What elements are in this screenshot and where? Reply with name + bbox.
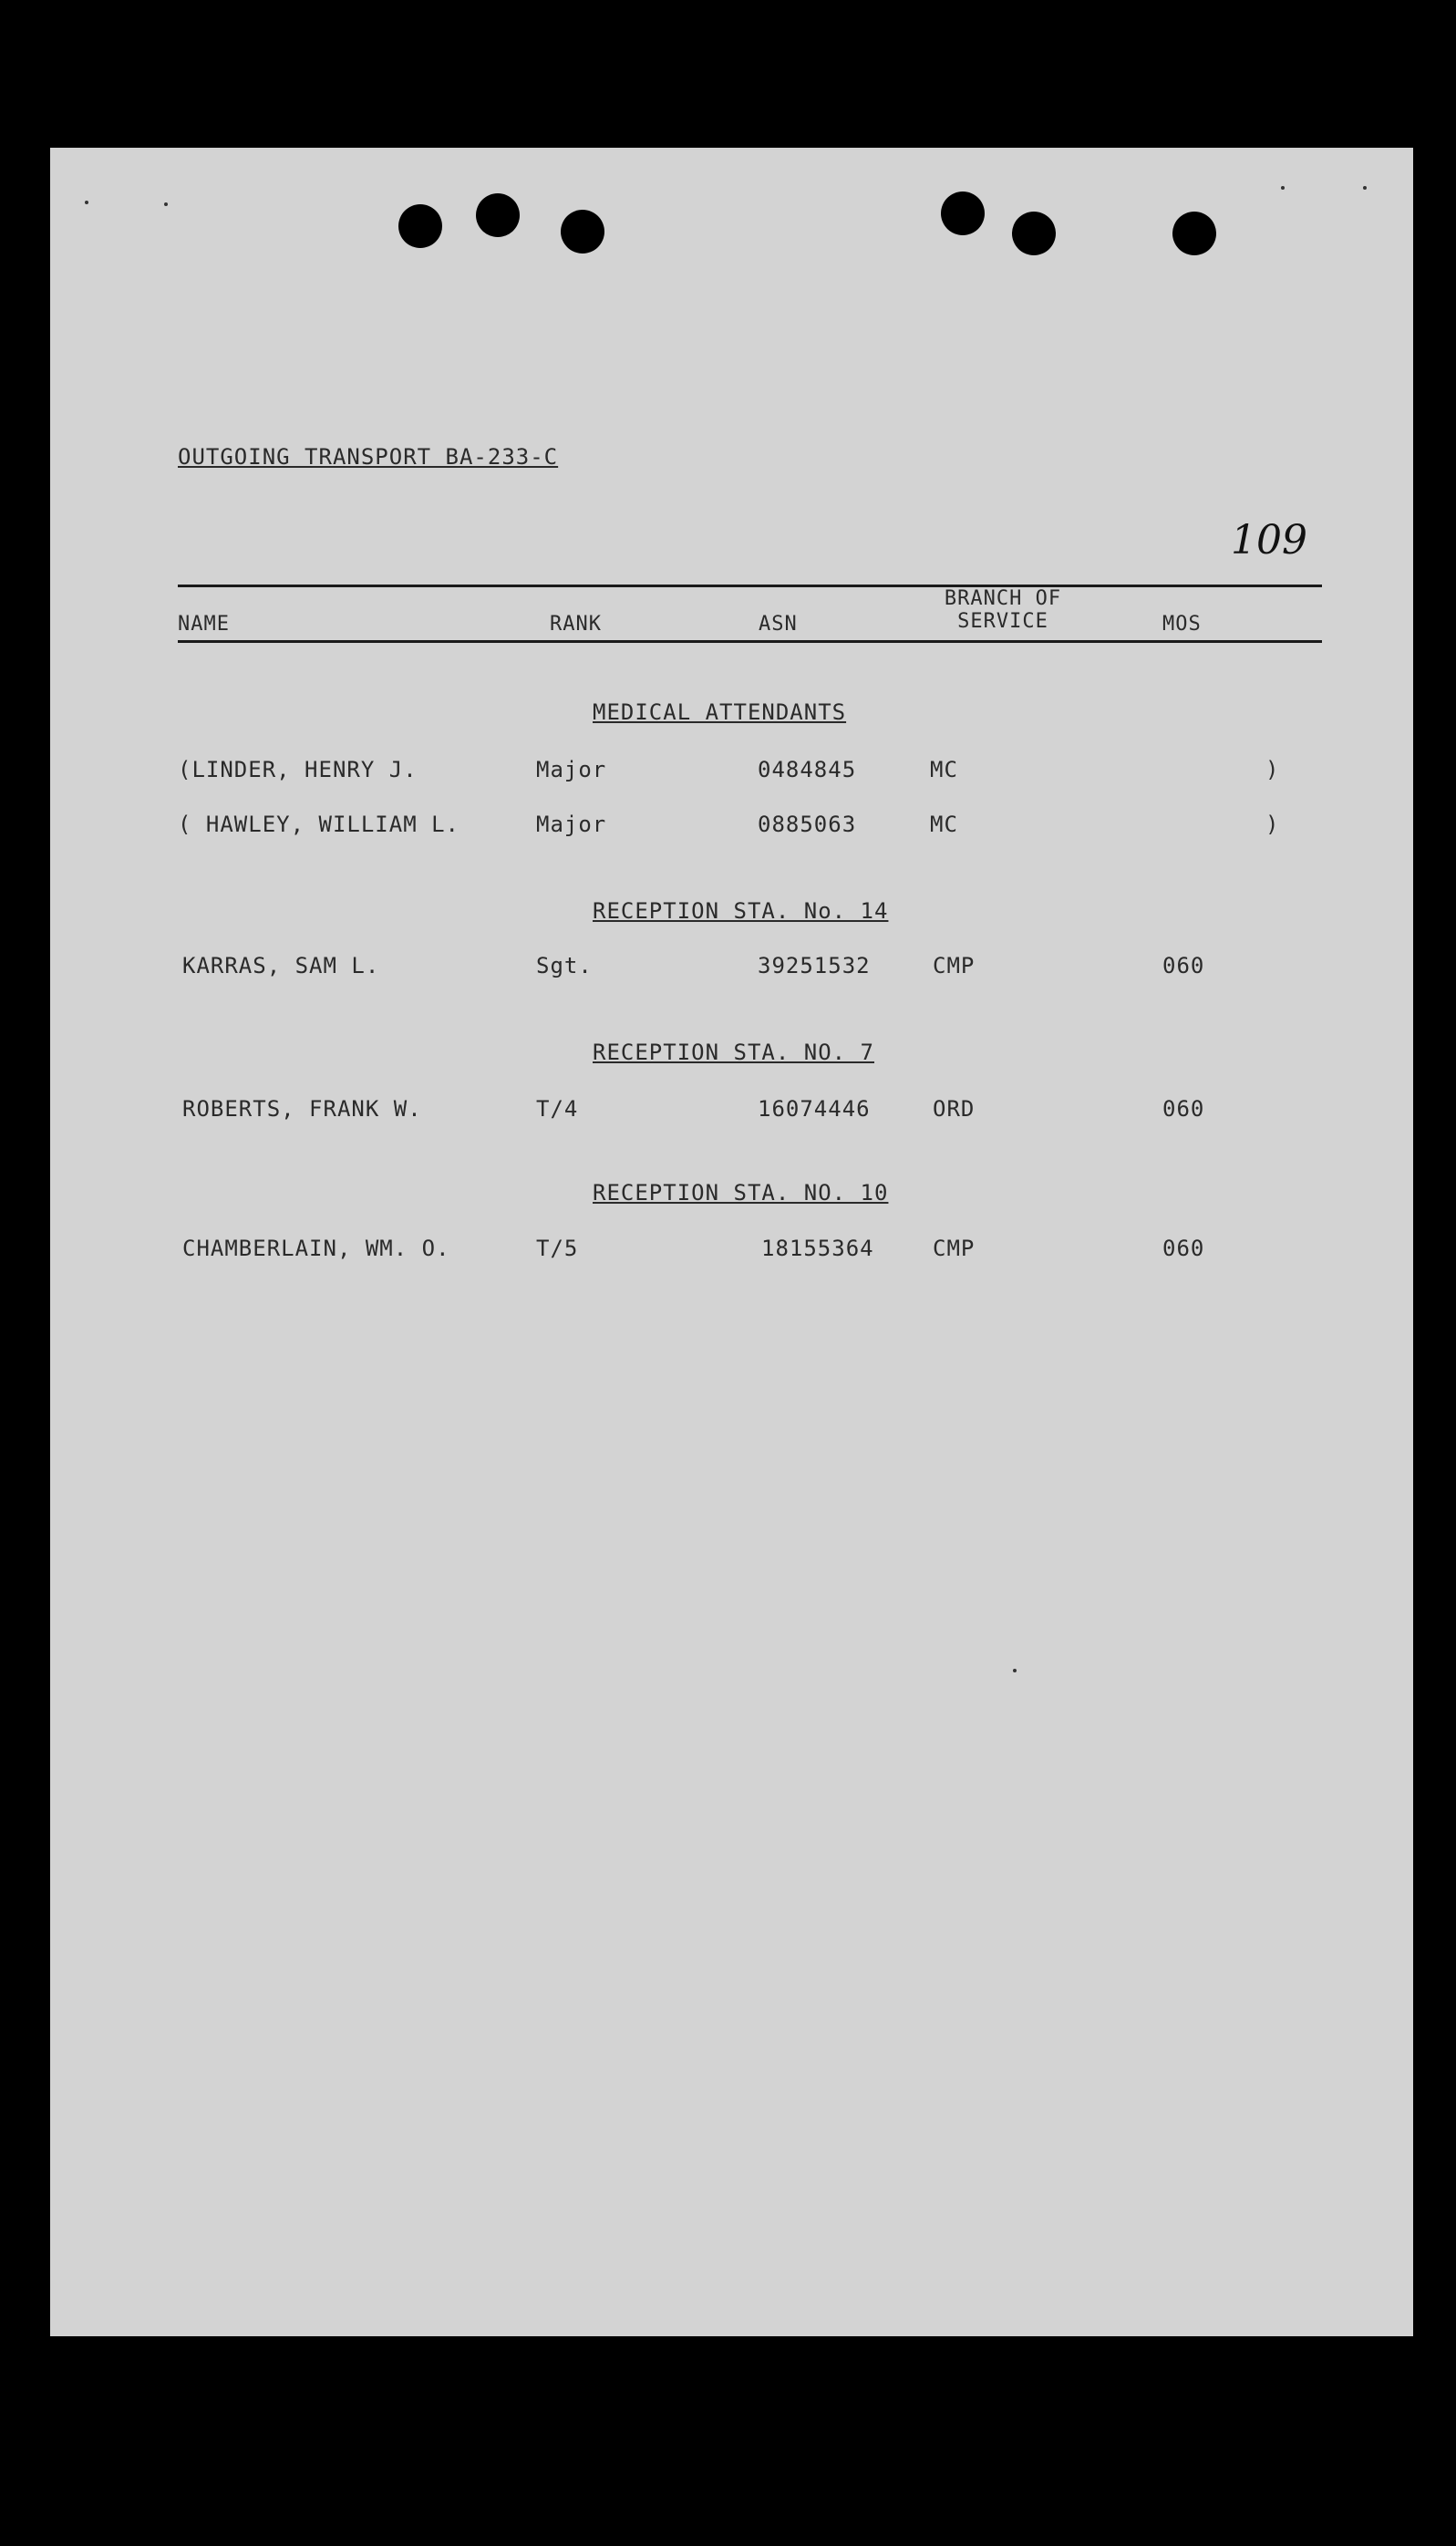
name-cell: CHAMBERLAIN, WM. O. (182, 1236, 450, 1261)
rank-cell: T/4 (536, 1096, 579, 1122)
table-row (50, 812, 1413, 841)
punch-hole (1172, 212, 1216, 255)
name-cell: (LINDER, HENRY J. (178, 757, 418, 782)
branch-cell: MC (930, 757, 958, 782)
branch-cell: CMP (933, 953, 976, 978)
speck (1363, 186, 1367, 190)
branch-cell: ORD (933, 1096, 976, 1122)
name-cell: ( HAWLEY, WILLIAM L. (178, 812, 460, 837)
table-row (50, 757, 1413, 786)
column-header-branch-line2: SERVICE (957, 610, 1048, 633)
table-row (50, 1096, 1413, 1125)
page-number: 109 (1231, 517, 1307, 564)
punch-hole (476, 193, 520, 237)
header-bottom-rule (178, 640, 1322, 643)
column-header-branch (925, 587, 1080, 633)
table-row (50, 953, 1413, 982)
speck (164, 202, 168, 206)
branch-cell: CMP (933, 1236, 976, 1261)
asn-cell: 0484845 (758, 757, 857, 782)
column-header-branch-line1: BRANCH OF (944, 587, 1062, 610)
header-top-rule (178, 585, 1322, 587)
punch-hole (398, 204, 442, 248)
speck (85, 201, 88, 204)
document-title: OUTGOING TRANSPORT BA-233-C (178, 444, 559, 470)
punch-hole (1012, 212, 1056, 255)
section-title: RECEPTION STA. NO. 7 (593, 1040, 874, 1065)
branch-cell: MC (930, 812, 958, 837)
rank-cell: T/5 (536, 1236, 579, 1261)
name-cell: ROBERTS, FRANK W. (182, 1096, 422, 1122)
asn-cell: 0885063 (758, 812, 857, 837)
mos-cell: 060 (1162, 953, 1205, 978)
closing-paren: ) (1265, 757, 1280, 782)
section-title: MEDICAL ATTENDANTS (593, 699, 847, 725)
section-title: RECEPTION STA. NO. 10 (593, 1180, 889, 1206)
speck (1013, 1669, 1017, 1672)
column-header-name: NAME (178, 613, 230, 636)
punch-hole (941, 191, 985, 235)
mos-cell: 060 (1162, 1096, 1205, 1122)
rank-cell: Major (536, 757, 607, 782)
column-header-mos: MOS (1162, 613, 1202, 636)
rank-cell: Sgt. (536, 953, 593, 978)
closing-paren: ) (1265, 812, 1280, 837)
punch-hole (561, 210, 604, 254)
document-page (50, 148, 1413, 2336)
table-row (50, 1236, 1413, 1265)
asn-cell: 16074446 (758, 1096, 871, 1122)
name-cell: KARRAS, SAM L. (182, 953, 380, 978)
speck (1281, 186, 1285, 190)
mos-cell: 060 (1162, 1236, 1205, 1261)
asn-cell: 18155364 (761, 1236, 874, 1261)
column-header-asn: ASN (759, 613, 798, 636)
asn-cell: 39251532 (758, 953, 871, 978)
rank-cell: Major (536, 812, 607, 837)
column-header-rank: RANK (550, 613, 602, 636)
section-title: RECEPTION STA. No. 14 (593, 898, 889, 924)
